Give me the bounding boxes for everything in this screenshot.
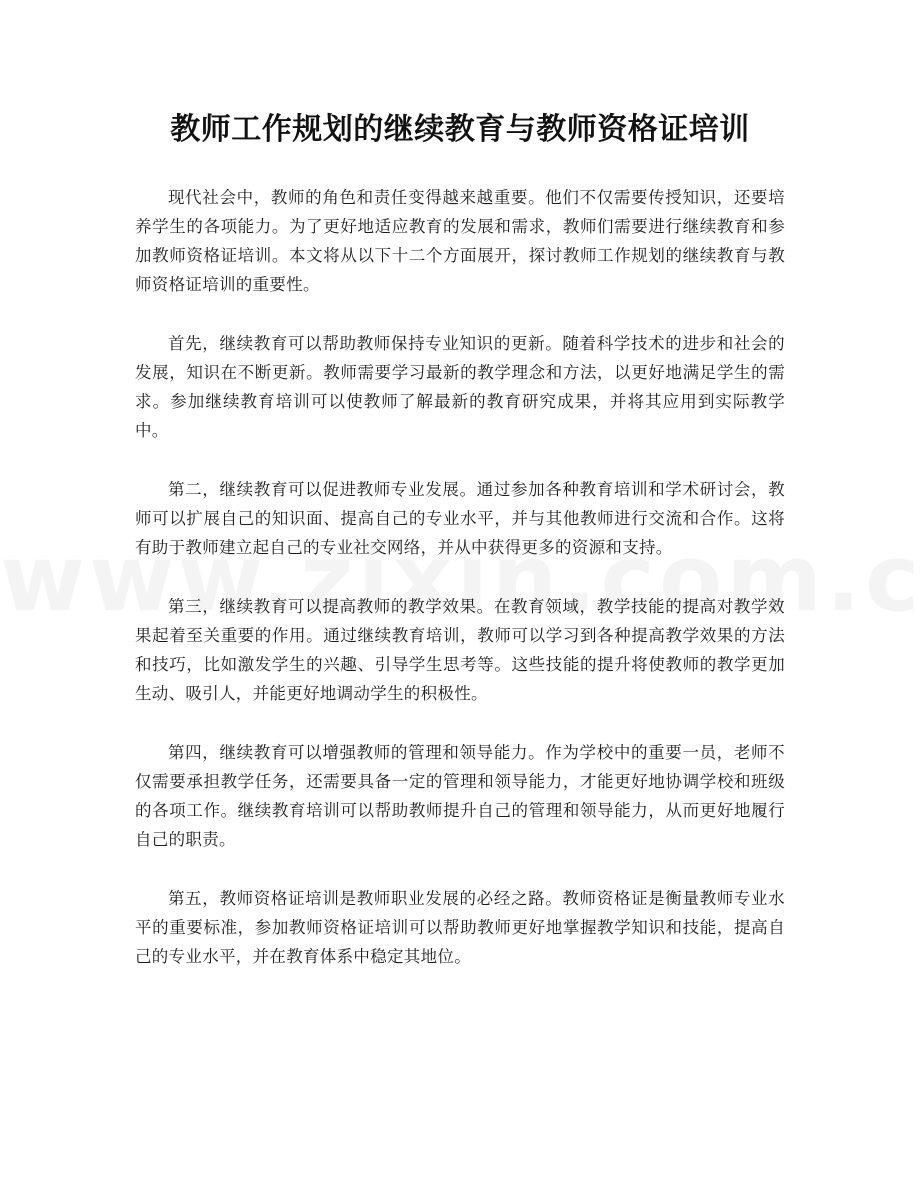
paragraph-second: 第二，继续教育可以促进教师专业发展。通过参加各种教育培训和学术研讨会，教师可以扩展自己的知识面、提高自己的专业水平，并与其他教师进行交流和合作。这将有助于教师建立起自己的专业社交网络，并从中获得更多的资源和支持。: [135, 480, 785, 557]
document-body: [135, 183, 785, 1001]
document-title: 教师工作规划的继续教育与教师资格证培训: [170, 112, 750, 147]
paragraph-intro: 现代社会中，教师的角色和责任变得越来越重要。他们不仅需要传授知识，还要培养学生的各项能力。为了更好地适应教育的发展和需求，教师们需要进行继续教育和参加教师资格证培训。本文将从以下十二个方面展开，探讨教师工作规划的继续教育与教师资格证培训的重要性。: [135, 188, 785, 294]
paragraph-first: 首先，继续教育可以帮助教师保持专业知识的更新。随着科学技术的进步和社会的发展，知识在不断更新。教师需要学习最新的教学理念和方法，以更好地满足学生的需求。参加继续教育培训可以使教师了解最新的教育研究成果，并将其应用到实际教学中。: [135, 334, 785, 440]
paragraph-fourth: 第四，继续教育可以增强教师的管理和领导能力。作为学校中的重要一员，老师不仅需要承担教学任务，还需要具备一定的管理和领导能力，才能更好地协调学校和班级的各项工作。继续教育培训可以帮助教师提升自己的管理和领导能力，从而更好地履行自己的职责。: [135, 743, 785, 849]
paragraph-fifth: 第五，教师资格证培训是教师职业发展的必经之路。教师资格证是衡量教师专业水平的重要标准，参加教师资格证培训可以帮助教师更好地掌握教学知识和技能，提高自己的专业水平，并在教育体系中稳定其地位。: [135, 889, 785, 966]
paragraph-third: 第三，继续教育可以提高教师的教学效果。在教育领域，教学技能的提高对教学效果起着至关重要的作用。通过继续教育培训，教师可以学习到各种提高教学效果的方法和技巧，比如激发学生的兴趣、引导学生思考等。这些技能的提升将使教师的教学更加生动、吸引人，并能更好地调动学生的积极性。: [135, 597, 785, 703]
